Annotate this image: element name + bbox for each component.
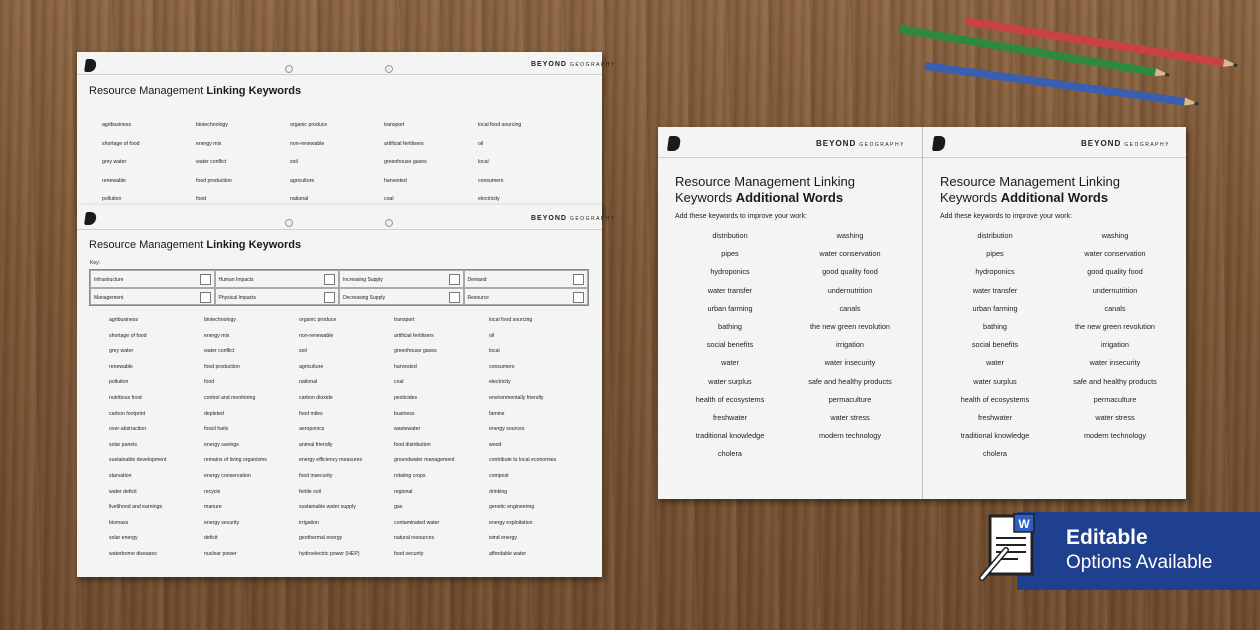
keyword: sustainable development — [109, 457, 167, 464]
additional-word: safe and healthy products — [1073, 376, 1157, 386]
additional-word: freshwater — [712, 412, 748, 422]
keyword: artificial fertilisers — [384, 140, 424, 147]
keyword: shortage of food — [109, 332, 147, 339]
key-label: Management — [94, 294, 124, 301]
keyword: recycle — [204, 488, 221, 495]
keyword: agribusiness — [109, 317, 139, 323]
additional-word: water insecurity — [1089, 358, 1141, 368]
keyword: hydroelectric power (HEP) — [299, 550, 360, 557]
keyword: transport — [394, 317, 415, 323]
additional-word: water — [986, 358, 1004, 368]
key-label: Demand — [467, 277, 487, 283]
keyword: food — [196, 196, 207, 202]
additional-word: good quality food — [1087, 267, 1143, 277]
additional-word: washing — [1101, 231, 1129, 240]
key-color-box[interactable] — [200, 274, 211, 285]
keyword: agribusiness — [102, 122, 132, 128]
keyword: wood — [489, 441, 502, 448]
keyword: electricity — [478, 196, 500, 202]
key-cell — [464, 270, 589, 288]
keyword: fossil fuels — [204, 426, 229, 433]
keyword: pollution — [109, 379, 129, 386]
keyword: consumers — [478, 177, 504, 184]
keyword: soil — [290, 159, 298, 165]
keyword: contribute to local economies — [489, 457, 557, 464]
additional-word: undernutrition — [827, 285, 873, 295]
additional-word: distribution — [712, 231, 748, 240]
keyword: oil — [478, 140, 484, 147]
keyword: renewable — [102, 177, 126, 184]
svg-text:W: W — [1018, 517, 1030, 531]
keyword: nutritious food — [109, 394, 142, 401]
keyword: nuclear power — [204, 550, 237, 557]
key-label: Increasing Supply — [343, 277, 383, 283]
keyword-grid — [109, 317, 584, 557]
keyword: oil — [489, 332, 495, 339]
additional-word: traditional knowledge — [960, 431, 1030, 441]
additional-word: cholera — [718, 449, 742, 459]
additional-word: urban farming — [707, 303, 753, 313]
keyword: biotechnology — [196, 122, 229, 128]
additional-word: water surplus — [973, 376, 1017, 386]
additional-word: irrigation — [836, 340, 864, 350]
keyword: water deficit — [109, 488, 137, 495]
key-color-box[interactable] — [324, 274, 335, 285]
keyword: local food sourcing — [489, 317, 533, 323]
additional-word: health of ecosystems — [695, 394, 765, 404]
keyword: pesticides — [394, 394, 418, 401]
keyword: deficit — [204, 535, 218, 542]
key-color-box[interactable] — [449, 292, 460, 303]
keyword: national — [299, 379, 318, 386]
keyword: compost — [489, 472, 509, 479]
editable-options-badge — [1017, 512, 1260, 590]
keyword: rotating crops — [394, 472, 426, 479]
additional-word: social benefits — [706, 340, 754, 350]
additional-word: urban farming — [972, 303, 1018, 313]
additional-words-booklet — [658, 127, 1186, 499]
additional-word: safe and healthy products — [808, 376, 892, 386]
key-cell — [90, 270, 215, 288]
additional-word: social benefits — [971, 340, 1019, 350]
additional-word: good quality food — [822, 267, 878, 277]
keyword: wind energy — [489, 535, 517, 542]
keyword: food insecurity — [299, 472, 333, 479]
keyword: fertile soil — [299, 488, 321, 495]
key-table — [89, 269, 589, 306]
additional-word: permaculture — [1093, 394, 1137, 404]
keyword: famine — [489, 410, 505, 417]
keyword: greenhouse gases — [394, 348, 437, 355]
punch-hole — [285, 65, 293, 73]
key-color-box[interactable] — [573, 292, 584, 303]
keyword: local — [478, 159, 489, 165]
keyword-grid — [102, 122, 572, 202]
keyword: national — [290, 196, 309, 202]
key-label: Key: — [90, 260, 101, 266]
keyword: depleted — [204, 410, 224, 417]
keyword: greenhouse gases — [384, 159, 427, 165]
keyword: local food sourcing — [478, 122, 522, 128]
booklet-page-right — [922, 127, 1186, 499]
worksheet-title: Resource Management Linking Keywords — [89, 85, 302, 97]
additional-word: irrigation — [1101, 340, 1129, 350]
keyword: natural resources — [394, 535, 435, 542]
beyond-logo-icon — [84, 59, 97, 72]
key-cell — [339, 288, 464, 306]
additional-word: traditional knowledge — [695, 431, 765, 441]
keyword: food production — [196, 177, 232, 184]
keyword: irrigation — [299, 519, 319, 526]
additional-word: water transfer — [972, 285, 1018, 295]
keyword: food security — [394, 550, 424, 557]
key-label: Human Impacts — [218, 277, 254, 283]
key-cell — [215, 270, 340, 288]
keyword: groundwater management — [394, 457, 455, 464]
keyword: coal — [394, 379, 404, 386]
key-cell — [464, 288, 589, 306]
keyword: energy exploitation — [489, 519, 533, 526]
keyword: harvested — [384, 177, 407, 184]
key-label: Resource — [467, 294, 489, 301]
keyword: non-renewable — [299, 332, 334, 339]
keyword: solar panels — [109, 441, 137, 448]
keyword: agriculture — [299, 363, 324, 370]
brand-label: BEYOND GEOGRAPHY — [531, 61, 616, 68]
keyword: carbon dioxide — [299, 394, 333, 401]
beyond-logo-icon — [932, 136, 946, 151]
keyword: coal — [384, 196, 394, 202]
keyword: environmentally friendly — [489, 394, 544, 401]
keyword: affordable water — [489, 550, 527, 557]
additional-words-list — [935, 231, 1175, 458]
worksheet-front — [77, 205, 616, 577]
key-color-box[interactable] — [573, 274, 584, 285]
keyword: energy sources — [489, 426, 525, 433]
keyword: food — [204, 379, 215, 386]
additional-word: freshwater — [977, 412, 1013, 422]
keyword: energy mix — [204, 332, 230, 339]
key-label: Infrastructure — [94, 277, 124, 283]
additional-word: water insecurity — [824, 358, 876, 368]
keyword: energy savings — [204, 441, 239, 448]
keyword: carbon footprint — [109, 410, 146, 417]
additional-word: washing — [836, 231, 864, 240]
additional-word: distribution — [977, 231, 1013, 240]
additional-word: hydroponics — [710, 267, 750, 277]
keyword: manure — [204, 504, 222, 511]
keyword: animal friendly — [299, 441, 333, 448]
badge-line1: Editable — [1066, 526, 1148, 549]
keyword: drinking — [489, 488, 508, 495]
keyword: solar energy — [109, 535, 138, 542]
keyword: biomass — [109, 519, 129, 526]
additional-word: undernutrition — [1092, 285, 1138, 295]
additional-word: water — [721, 358, 739, 368]
keyword: waterborne diseases — [109, 550, 157, 557]
key-color-box[interactable] — [324, 292, 335, 303]
keyword: gas — [394, 504, 403, 511]
keyword: wastewater — [394, 426, 421, 433]
keyword: energy conservation — [204, 472, 251, 479]
keyword: consumers — [489, 363, 515, 370]
additional-word: water conservation — [819, 249, 881, 259]
additional-word: canals — [839, 303, 861, 313]
keyword: remains of living organisms — [204, 457, 267, 464]
punch-hole — [385, 65, 393, 73]
additional-word: water stress — [1095, 412, 1135, 422]
keyword: artificial fertilisers — [394, 332, 434, 339]
beyond-logo-icon — [84, 212, 97, 225]
keyword: contaminated water — [394, 519, 440, 526]
additional-word: the new green revolution — [810, 321, 890, 331]
keyword: over-abstraction — [109, 426, 147, 433]
edit-document-icon — [978, 512, 1048, 590]
keyword: control and monitoring — [204, 394, 256, 401]
keyword: organic produce — [299, 317, 337, 323]
worksheet-title: Resource Management Linking Keywords — [89, 239, 302, 251]
keyword: food production — [204, 363, 240, 370]
keyword: geothermal energy — [299, 535, 343, 542]
keyword: non-renewable — [290, 140, 325, 147]
keyword: harvested — [394, 363, 417, 370]
keyword: energy mix — [196, 140, 222, 147]
keyword: starvation — [109, 472, 132, 479]
keyword: water conflict — [196, 159, 227, 165]
punch-hole — [385, 219, 393, 227]
keyword: biotechnology — [204, 317, 237, 323]
additional-word: permaculture — [828, 394, 872, 404]
additional-word: bathing — [983, 321, 1007, 331]
additional-word: cholera — [983, 449, 1007, 459]
additional-word: the new green revolution — [1075, 321, 1155, 331]
keyword: electricity — [489, 379, 511, 386]
booklet-intro: Add these keywords to improve your work: — [940, 213, 1072, 220]
keyword: pollution — [102, 196, 122, 202]
keyword: renewable — [109, 363, 133, 370]
keyword: regional — [394, 488, 413, 495]
key-label: Physical Impacts — [218, 294, 257, 301]
keyword: agriculture — [290, 177, 315, 184]
additional-word: water surplus — [708, 376, 752, 386]
badge-line2: Options Available — [1066, 552, 1213, 573]
keyword: local — [489, 348, 500, 355]
key-cell — [90, 288, 215, 306]
keyword: sustainable water supply — [299, 504, 356, 511]
additional-word: hydroponics — [975, 267, 1015, 277]
additional-word: water stress — [830, 412, 870, 422]
additional-word: pipes — [721, 249, 739, 259]
keyword: grey water — [109, 348, 134, 355]
additional-word: canals — [1104, 303, 1126, 313]
keyword: water conflict — [204, 348, 235, 355]
booklet-title: Resource Management Linking Keywords Additional Words — [940, 174, 1120, 205]
booklet-intro: Add these keywords to improve your work: — [675, 213, 807, 220]
additional-word: health of ecosystems — [960, 394, 1030, 404]
keyword: livelihood and earnings — [109, 504, 163, 511]
booklet-page-left — [658, 127, 922, 499]
keyword: business — [394, 410, 415, 417]
worksheet-back — [77, 52, 616, 212]
keyword: shortage of food — [102, 140, 140, 147]
brand-label: BEYOND GEOGRAPHY — [531, 215, 616, 222]
keyword: genetic engineering — [489, 504, 535, 511]
brand-label: BEYOND GEOGRAPHY — [1081, 139, 1170, 148]
key-color-box[interactable] — [200, 292, 211, 303]
additional-word: water conservation — [1084, 249, 1146, 259]
additional-words-list — [670, 231, 910, 458]
keyword: transport — [384, 122, 405, 128]
keyword: organic produce — [290, 122, 328, 128]
additional-word: water transfer — [707, 285, 753, 295]
keyword: energy security — [204, 519, 240, 526]
keyword: grey water — [102, 159, 127, 165]
brand-label: BEYOND GEOGRAPHY — [816, 139, 905, 148]
additional-word: modern technology — [818, 431, 882, 441]
keyword: food distribution — [394, 441, 431, 448]
keyword: soil — [299, 348, 307, 355]
keyword: energy efficiency measures — [299, 457, 363, 464]
key-color-box[interactable] — [449, 274, 460, 285]
key-label: Decreasing Supply — [343, 294, 385, 301]
beyond-logo-icon — [667, 136, 681, 151]
key-cell — [339, 270, 464, 288]
punch-hole — [285, 219, 293, 227]
additional-word: bathing — [718, 321, 742, 331]
key-cell — [215, 288, 340, 306]
keyword: food miles — [299, 410, 323, 417]
keyword: aeroponics — [299, 426, 325, 433]
booklet-title: Resource Management Linking Keywords Additional Words — [675, 174, 855, 205]
additional-word: modern technology — [1083, 431, 1147, 441]
additional-word: pipes — [986, 249, 1004, 259]
